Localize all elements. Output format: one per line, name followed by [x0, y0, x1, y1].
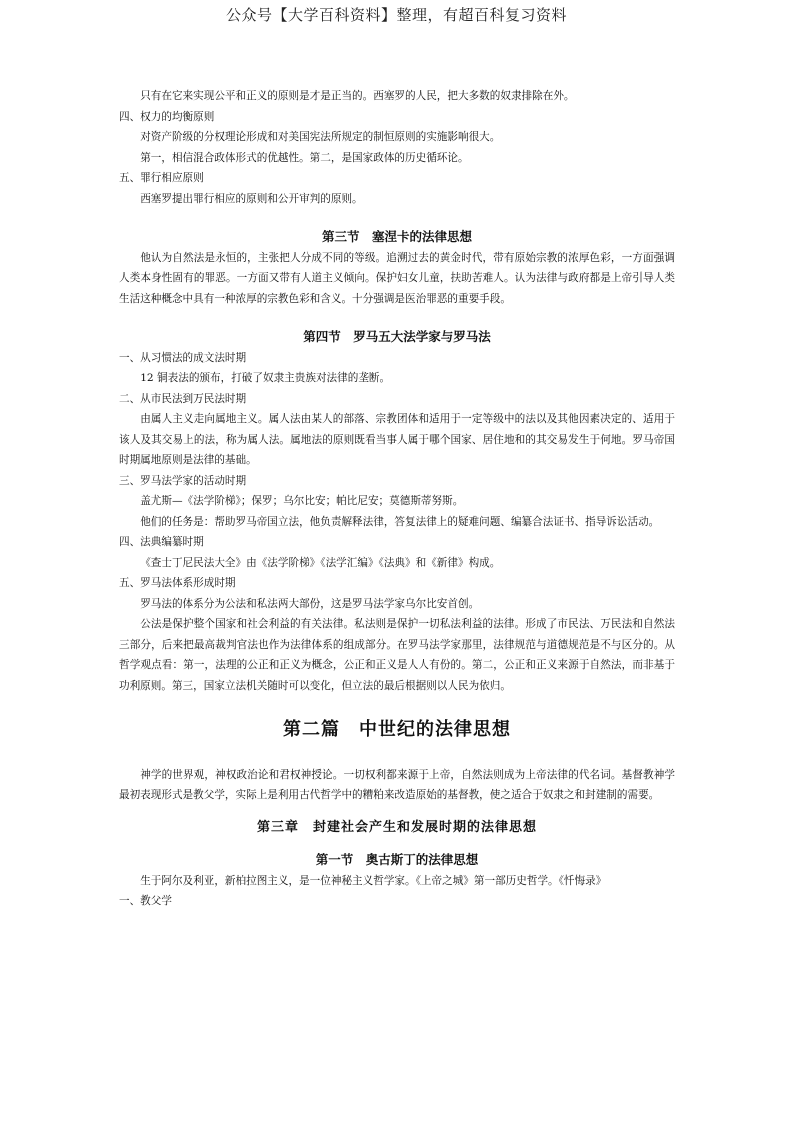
paragraph: 对资产阶级的分权理论形成和对美国宪法所规定的制恒原则的实施影响很大。: [140, 131, 501, 143]
section-title: 第四节 罗马五大法学家与罗马法: [303, 329, 491, 344]
paragraph: 第一，相信混合政体形式的优越性。第二，是国家政体的历史循环论。: [140, 151, 469, 164]
paragraph: 只有在它来实现公平和正义的原则是才是正当的。西塞罗的人民，把大多数的奴隶排除在外。: [140, 90, 575, 102]
list-heading: 四、法典编纂时期: [119, 536, 204, 548]
list-heading: 五、罗马法体系形成时期: [119, 577, 236, 589]
paragraph: 由属人主义走向属地主义。属人法由某人的部落、宗教团体和适用于一定等级中的法以及其他因素决定的、适用于该人及其交易上的法，称为属人法。属地法的原则既看当事人属于哪个国家、居住地和的其交易发生于何地。罗马帝国时期属地原则是法律的基础。: [119, 413, 675, 466]
list-heading: 二、从市民法到万民法时期: [119, 392, 247, 405]
part-title: 第二篇 中世纪的法律思想: [283, 719, 511, 740]
list-heading: 五、罪行相应原则: [119, 172, 204, 184]
document-body: [119, 86, 675, 912]
paragraph: 罗马法的体系分为公法和私法两大部份，这是罗马法学家乌尔比安首创。: [140, 597, 480, 610]
paragraph: 西塞罗提出罪行相应的原则和公开审判的原则。: [140, 192, 363, 205]
list-heading: 三、罗马法学家的活动时期: [119, 474, 247, 487]
paragraph: 神学的世界观，神权政治论和君权神授论。一切权利都来源于上帝，自然法则成为上帝法律的代名词。基督教神学最初表现形式是教父学，实际上是利用古代哲学中的糟粕来改造原始的基督教，使之适合于奴隶之和封建制的需要。: [119, 768, 675, 801]
paragraph: 《查士丁尼民法大全》由《法学阶梯》《法学汇编》《法典》和《新律》构成。: [140, 556, 501, 569]
paragraph: 盖尤斯—《法学阶梯》；保罗；乌尔比安；帕比尼安；莫德斯蒂努斯。: [140, 495, 464, 507]
section-title: 第三节 塞涅卡的法律思想: [321, 229, 472, 244]
paragraph: 公法是保护整个国家和社会利益的有关法律。私法则是保护一切私法利益的法律。形成了市民法、万民法和自然法三部分，后来把最高裁判官法也作为法律体系的组成部分。在罗马法学家那里，法律规范与道德规范是不与区分的。从哲学观点看：第一，法理的公正和正义为概念，公正和正义是人人有份的。第二，公正和正义来源于自然法，而非基于功利原则。第三，国家立法机关随时可以变化，但立法的最后根据则以人民为依归。: [119, 618, 675, 692]
list-heading: 一、从习惯法的成文法时期: [119, 351, 247, 364]
section-title: 第一节 奥古斯丁的法律思想: [315, 852, 479, 867]
paragraph: 他认为自然法是永恒的，主张把人分成不同的等级。追溯过去的黄金时代，带有原始宗教的浓厚色彩，一方面强调人类本身性固有的罪恶。一方面又带有人道主义倾向。保护妇女儿童，扶助苦难人。认为法律与政府都是上帝引导人类生活这种概念中具有一种浓厚的宗教色彩和含义。十分强调是医治罪恶的重要手段。: [119, 251, 675, 305]
list-heading: 一、教父学: [119, 895, 172, 907]
list-heading: 四、权力的均衡原则: [119, 110, 215, 123]
page-header: 公众号【大学百科资料】整理，有超百科复习资料: [225, 6, 567, 24]
paragraph: 12 铜表法的颁布，打破了奴隶主贵族对法律的垄断。: [140, 372, 391, 384]
chapter-title: 第三章 封建社会产生和发展时期的法律思想: [256, 819, 537, 835]
paragraph: 生于阿尔及利亚，新柏拉图主义，是一位神秘主义哲学家。《上帝之城》第一部历史哲学。《忏悔录》: [140, 874, 607, 887]
paragraph: 他们的任务是：帮助罗马帝国立法，他负责解释法律，答复法律上的疑难问题、编纂合法证书、指导诉讼活动。: [140, 515, 660, 528]
